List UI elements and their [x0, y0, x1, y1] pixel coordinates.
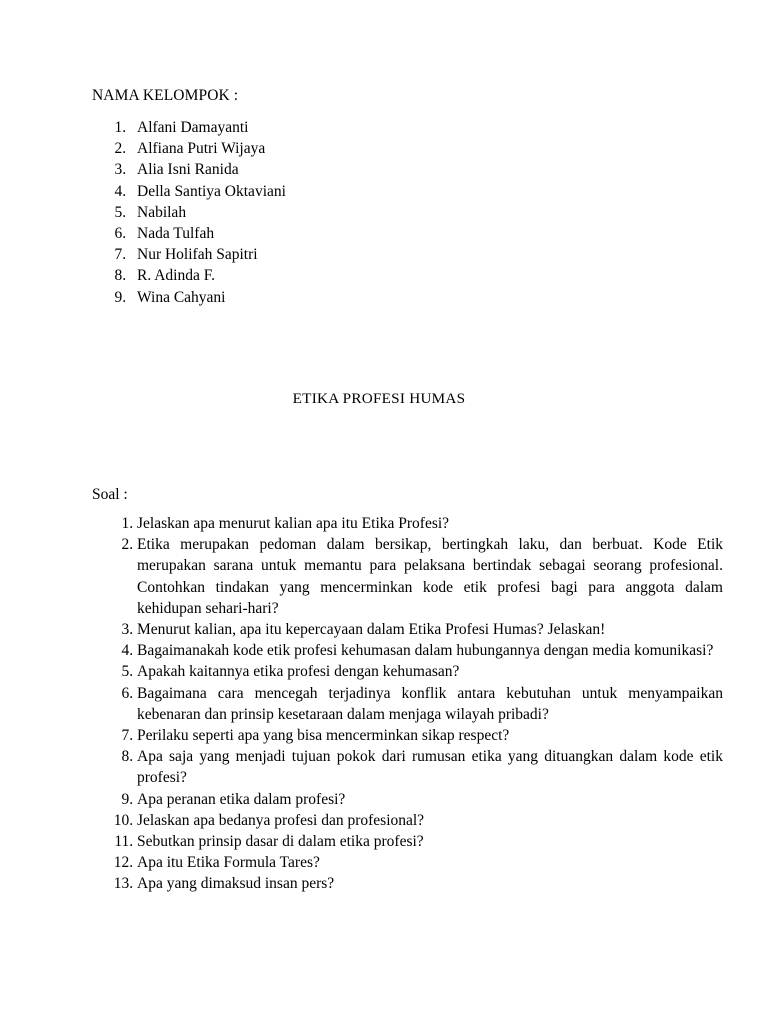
member-list-item: 4. Della Santiya Oktaviani — [130, 181, 550, 202]
question-list-item: 4. Bagaimanakah kode etik profesi kehumasan dalam hubungannya dengan media komunikasi? — [137, 640, 723, 661]
question-list-item: 6. Bagaimana cara mencegah terjadinya konflik antara kebutuhan untuk menyampaikan kebenaran dan prinsip kesetaraan dalam menjaga wilayah pribadi? — [137, 683, 723, 725]
group-name-heading: NAMA KELOMPOK : — [92, 87, 239, 104]
member-list-item: 2. Alfiana Putri Wijaya — [130, 138, 550, 159]
member-list-item: 1. Alfani Damayanti — [130, 117, 550, 138]
questions-list — [92, 513, 723, 895]
member-list-item: 9. Wina Cahyani — [130, 287, 550, 308]
member-list-item: 6. Nada Tulfah — [130, 223, 550, 244]
question-list-item: 10. Jelaskan apa bedanya profesi dan profesional? — [137, 810, 723, 831]
question-list-item: 5. Apakah kaitannya etika profesi dengan kehumasan? — [137, 661, 723, 682]
questions-section-label: Soal : — [92, 486, 128, 503]
question-list-item: 11. Sebutkan prinsip dasar di dalam etika profesi? — [137, 831, 723, 852]
question-list-item: 13. Apa yang dimaksud insan pers? — [137, 873, 723, 894]
question-list-item: 7. Perilaku seperti apa yang bisa mencerminkan sikap respect? — [137, 725, 723, 746]
question-list-item: 2. Etika merupakan pedoman dalam bersikap, bertingkah laku, dan berbuat. Kode Etik merupakan sarana untuk memantu para pelaksana bertindak sebagai seorang profesional. Contohkan tindakan yang mencerminkan kode etik profesi bagi para anggota dalam kehidupan sehari-hari? — [137, 534, 723, 619]
member-list-item: 8. R. Adinda F. — [130, 265, 550, 286]
member-list-item: 7. Nur Holifah Sapitri — [130, 244, 550, 265]
member-list-item: 3. Alia Isni Ranida — [130, 159, 550, 180]
question-list-item: 9. Apa peranan etika dalam profesi? — [137, 789, 723, 810]
group-members-list — [92, 117, 550, 308]
question-list-item: 12. Apa itu Etika Formula Tares? — [137, 852, 723, 873]
question-list-item: 8. Apa saja yang menjadi tujuan pokok dari rumusan etika yang dituangkan dalam kode etik profesi? — [137, 746, 723, 788]
member-list-item: 5. Nabilah — [130, 202, 550, 223]
question-list-item: 1. Jelaskan apa menurut kalian apa itu Etika Profesi? — [137, 513, 723, 534]
document-title: ETIKA PROFESI HUMAS — [292, 390, 466, 407]
question-list-item: 3. Menurut kalian, apa itu kepercayaan dalam Etika Profesi Humas? Jelaskan! — [137, 619, 723, 640]
